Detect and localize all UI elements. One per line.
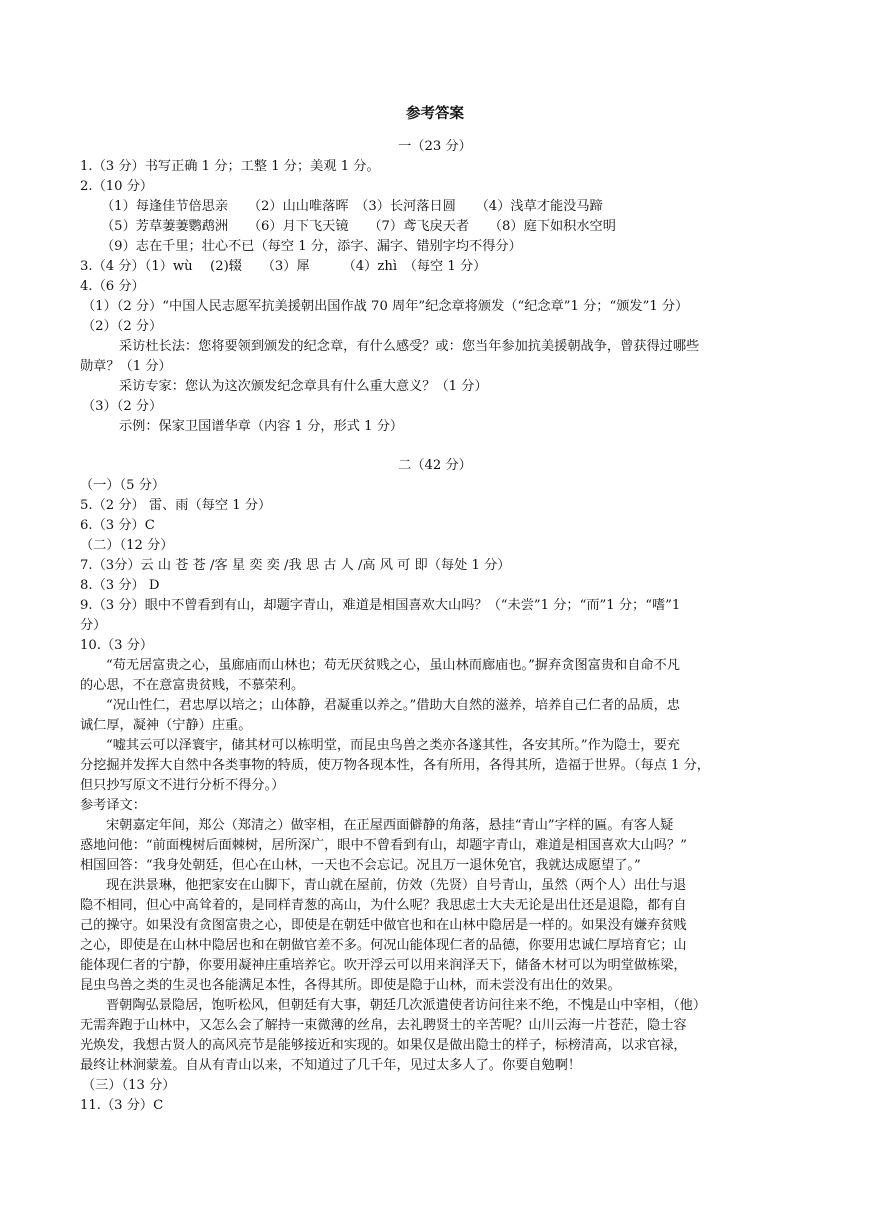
answer-line: （三）（13 分） — [82, 1078, 176, 1093]
answer-line: 分挖掘并发挥大自然中各类事物的特质，使万物各现本性，各有所用，各得其所，造福于世界。（每点 1 分， — [80, 758, 710, 773]
answer-line: 的心思，不在意富贵贫贱，不慕荣利。 — [80, 678, 305, 693]
answer-line: （二）（12 分） — [80, 538, 174, 553]
translation-line: 昆虫鸟兽之类的生灵也各能满足本性，各得其所。即使是隐于山林，而未尝没有出仕的效果。 — [80, 978, 621, 993]
answer-line: （9）志在千里；壮心不已（每空 1 分，添字、漏字、错别字均不得分） — [101, 239, 522, 254]
translation-line: 己的操守。如果没有贪图富贵之心，即使是在朝廷中做官也和在山林中隐居是一样的。如果没有嫌弃贫贱 — [80, 918, 687, 933]
answer-line: “况山性仁，君忠厚以培之；山体静，君凝重以养之。”借助大自然的滋养，培养自己仁者的品质，忠 — [106, 698, 680, 713]
translation-line: 光焕发，我想古贤人的高风亮节是能够接近和实现的。如果仅是做出隐士的样子，标榜清高，以求官禄， — [80, 1038, 687, 1053]
answer-line: 6.（3 分）C — [80, 518, 155, 533]
translation-line: 最终让林涧蒙羞。自从有青山以来，不知道过了几千年，见过太多人了。你要自勉啊！ — [80, 1058, 582, 1073]
answer-line: （一）（5 分） — [80, 478, 166, 493]
answer-line: 2.（10 分） — [80, 179, 154, 194]
translation-line: 相国回答：“我身处朝廷，但心在山林，一天也不会忘记。况且万一退休免官，我就达成愿望了。” — [80, 858, 641, 873]
section-heading: 一（23 分） — [398, 139, 472, 154]
translation-line: 晋朝陶弘景隐居，饱听松风，但朝廷有大事，朝廷几次派遣使者访问往来不绝，不愧是山中宰相，（他） — [106, 998, 707, 1013]
answer-line: 但只抄写原文不进行分析不得分。） — [80, 778, 285, 793]
translation-line: 惑地问他：“前面槐树后面棘树，居所深广，眼中不曾看到有山，却题字青山，难道是相国喜欢大山吗？” — [80, 838, 687, 853]
answer-line: 7.（3分）云 山 苍 苍 /客 星 奕 奕 /我 思 古 人 /高 风 可 即（每处 1 分） — [80, 558, 511, 573]
translation-line: 宋朝嘉定年间，郑公（郑清之）做宰相，在正屋西面僻静的角落，悬挂“青山”字样的匾。有客人疑 — [106, 818, 674, 833]
answer-line: 4.（6 分） — [80, 279, 145, 294]
answer-line: “苟无居富贵之心，虽廊庙而山林也；苟无厌贫贱之心，虽山林而廊庙也。”摒弃贪图富贵和自命不凡 — [106, 658, 680, 673]
answer-line: 3.（4 分）（1）wù (2)辍 （3）犀 （4）zhì （每空 1 分） — [80, 259, 487, 274]
answer-line: （3）（2 分） — [82, 399, 163, 414]
translation-line: 能体现仁者的宁静，你要用凝神庄重培养它。吹开浮云可以用来润泽天下，储备木材可以为明堂做栋梁， — [80, 958, 687, 973]
answer-line: （5）芳草萋萋鹦鹉洲 （6）月下飞天镜 （7）鸢飞戾天者 （8）庭下如积水空明 — [101, 219, 616, 234]
answer-line: （1）每逢佳节倍思亲 （2）山山唯落晖 （3）长河落日圆 （4）浅草才能没马蹄 — [101, 199, 603, 214]
answer-line: 11.（3 分）C — [80, 1098, 164, 1113]
answer-line: 5.（2 分） 雷、雨（每空 1 分） — [80, 498, 272, 513]
answer-line: 采访专家：您认为这次颁发纪念章具有什么重大意义？（1 分） — [119, 379, 488, 394]
answer-line: 采访杜长法：您将要领到颁发的纪念章，有什么感受？或：您当年参加抗美援朝战争，曾获得过哪些 — [119, 339, 700, 354]
answer-line: 诚仁厚，凝神（宁静）庄重。 — [80, 718, 252, 733]
answer-line: 分） — [80, 618, 107, 633]
answer-line: 8.（3 分） D — [80, 578, 160, 593]
answer-line: 参考译文： — [80, 798, 146, 813]
answer-line: （2）（2 分） — [82, 319, 163, 334]
answer-line: 10.（3 分） — [80, 638, 154, 653]
section-heading: 二（42 分） — [398, 458, 472, 473]
page-title: 参考答案 — [406, 105, 464, 122]
answer-line: 1.（3 分）书写正确 1 分；工整 1 分；美观 1 分。 — [80, 159, 380, 174]
answer-line: 9.（3 分）眼中不曾看到有山，却题字青山，难道是相国喜欢大山吗？（“未尝”1 分；“而”1 分；“嗜”1 — [80, 598, 681, 613]
translation-line: 现在洪景琳，他把家安在山脚下，青山就在屋前，仿效（先贤）自号青山，虽然（两个人）出仕与退 — [106, 878, 687, 893]
answer-line: （1）（2 分）“中国人民志愿军抗美援朝出国作战 70 周年”纪念章将颁发（“纪念章”1 分；“颁发”1 分） — [82, 299, 689, 314]
answer-line: 示例：保家卫国谱华章（内容 1 分，形式 1 分） — [119, 419, 404, 434]
answer-line: 勋章？（1 分） — [80, 359, 172, 374]
translation-line: 隐不相同，但心中高耸着的，是同样青葱的高山，为什么呢？我思虑士大夫无论是出仕还是退隐，都有自 — [80, 898, 687, 913]
translation-line: 无需奔跑于山林中，又怎么会了解持一束微薄的丝帛，去礼聘贤士的辛苦呢？山川云海一片苍茫，隐士容 — [80, 1018, 687, 1033]
answer-line: “嘘其云可以泽寰宇，储其材可以栋明堂，而昆虫鸟兽之类亦各遂其性，各安其所。”作为隐士，要充 — [106, 738, 680, 753]
translation-line: 之心，即使是在山林中隐居也和在朝做官差不多。何况山能体现仁者的品德，你要用忠诚仁厚培育它；山 — [80, 938, 687, 953]
